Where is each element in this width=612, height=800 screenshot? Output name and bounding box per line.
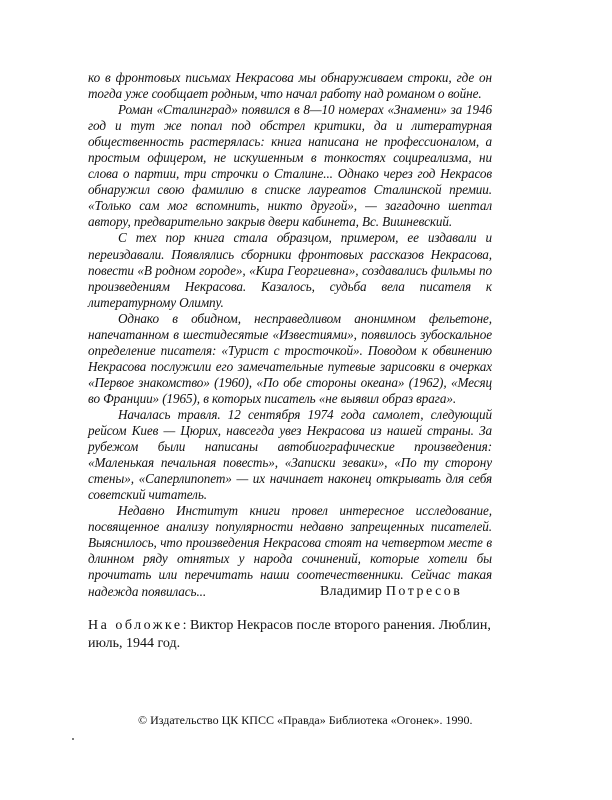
author-last-name: Потресов	[385, 584, 463, 599]
paragraph-3: С тех пор книга стала образцом, примером, ее издавали и переиздавали. Появлялись сборники фронтовых рассказов Некрасова, повести «В родном городе», «Кира Георгиевна», создавались фильмы по произведениям Некрасова. Казалось, судьба вела писателя к литературному Олимпу.	[88, 230, 492, 310]
cover-caption	[88, 617, 498, 653]
paragraph-1: ко в фронтовых письмах Некрасова мы обнаруживаем строки, где он тогда уже сообщает родным, что начал работу над романом о войне.	[88, 70, 492, 102]
paragraph-5: Началась травля. 12 сентября 1974 года самолет, следующий рейсом Киев — Цюрих, навсегда увез Некрасова из нашей страны. За рубежом были написаны автобиографические произведения: «Маленькая печальная повесть», «Записки зеваки», «По ту сторону стены», «Саперлипопет» — их начинает наконец открывать для себя советский читатель.	[88, 406, 492, 503]
cover-caption-label: На обложке	[88, 618, 183, 633]
article-body	[88, 70, 492, 600]
author-signature	[320, 583, 500, 601]
paragraph-2: Роман «Сталинград» появился в 8—10 номерах «Знамени» за 1946 год и тут же попал под обстрел критики, да и литературная общественность растерялась: книга написана не профессионалом, а простым офицером, не искушенным в тонкостях социреализма, ни слова о партии, три строчки о Сталине... Однако через год Некрасов обнаружил свою фамилию в списке лауреатов Сталинской премии. «Только сам мог вспомнить, никто другой», — загадочно шептал автору, предварительно закрыв двери кабинета, Вс. Вишневский.	[88, 102, 492, 230]
paragraph-4: Однако в обидном, несправедливом анонимном фельетоне, напечатанном в шестидесятые «Известиями», появилось зубоскальное определение писателя: «Турист с тросточкой». Поводом к обвинению Некрасова послужили его замечательные путевые зарисовки в очерках «Первое знакомство» (1960), «По обе стороны океана» (1962), «Месяц во Франции» (1965), в которых писатель «не выявил образ врага».	[88, 310, 492, 406]
cover-caption-text: : Виктор Некрасов после второго ранения. Люблин, июль, 1944 год.	[88, 618, 491, 651]
paragraph-6: Недавно Институт книги провел интересное исследование, посвященное анализу популярности недавно запрещенных писателей. Выяснилось, что произведения Некрасова стоят на четвертом месте в длинном ряду отнятых у народа сочинений, которые хотели бы прочитать или перечитать наши соотечественники. Сейчас такая надежда появилась...	[88, 503, 492, 599]
author-first-name: Владимир	[320, 584, 383, 599]
page-mark	[72, 738, 74, 740]
copyright-line: © Издательство ЦК КПСС «Правда» Библиотека «Огонек». 1990.	[138, 713, 473, 727]
